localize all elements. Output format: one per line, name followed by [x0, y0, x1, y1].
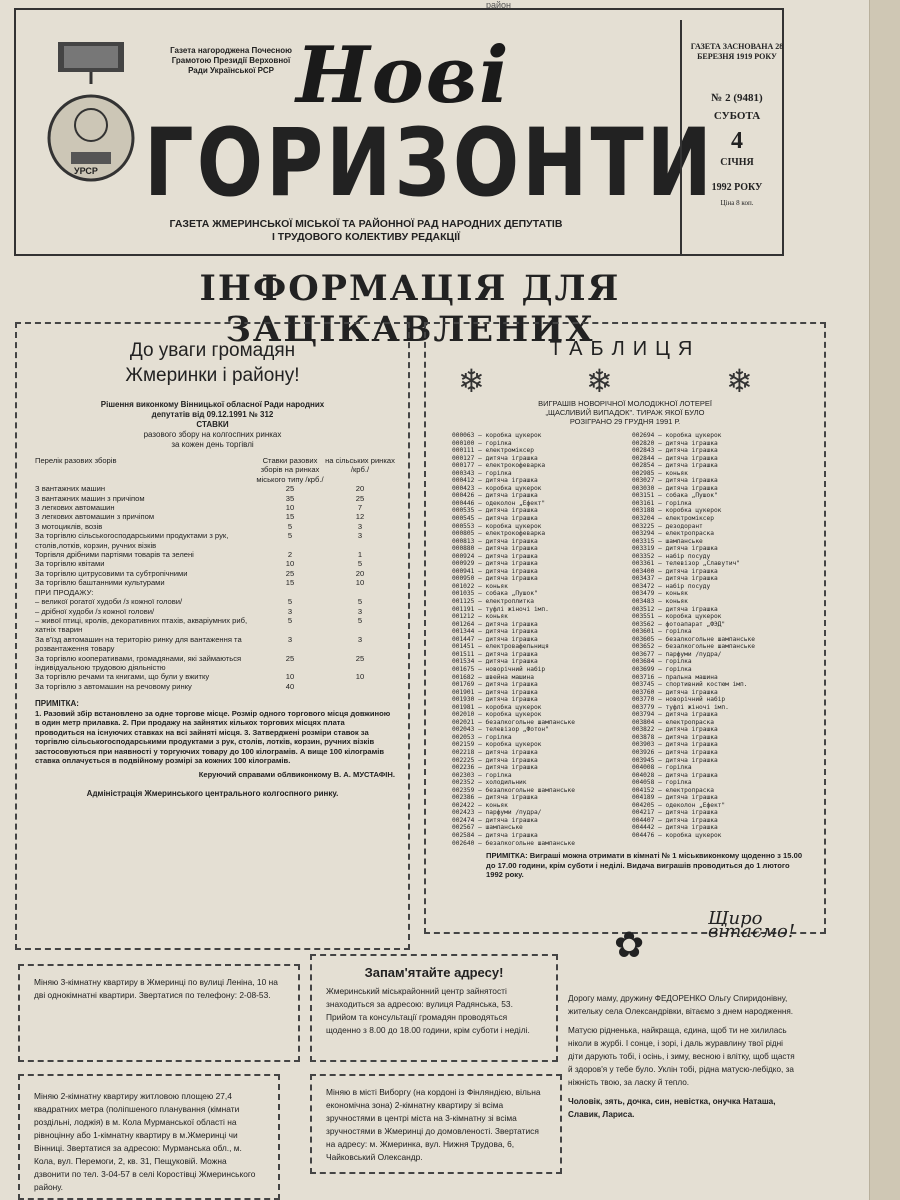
lottery-entry: 002225 – дитяча іграшка — [452, 756, 538, 764]
lottery-entry: 003352 – набір посуду — [632, 552, 711, 560]
lottery-entry: 003027 – дитяча іграшка — [632, 477, 718, 485]
lottery-entry: 003822 – дитяча іграшка — [632, 726, 718, 734]
subtitle-line-2: І ТРУДОВОГО КОЛЕКТИВУ РЕДАКЦІЇ — [271, 231, 461, 243]
rate-village: 25 — [355, 493, 365, 503]
founded-note: ГАЗЕТА ЗАСНОВАНА 28 БЕРЕЗНЯ 1919 РОКУ — [690, 42, 784, 61]
notice-title-line-1: До уваги громадян — [129, 340, 296, 361]
lottery-entry: 000941 – дитяча іграшка — [452, 567, 538, 575]
greeting-text-2: Матусю рідненька, найкраща, єдина, щоб ти не хилилась ніколи в журбі. І сонце, і зорі, і даль журавлину твої рідні діти дарують тобі, і осінь, і зиму, весною і влітку, щоб щастя й здоров'я у тебе було. Уклін тобі, рідна матусю-лебідко, за ніжність твою, за ласку й тепло. — [568, 1026, 795, 1087]
rate-village: 20 — [355, 568, 365, 578]
signed-by: Керуючий справами облвиконкому В. А. МУСТАФІН. — [198, 769, 395, 779]
lottery-entry: 000127 – дитяча іграшка — [452, 454, 538, 462]
lottery-entry: 003472 – набір посуду — [632, 582, 711, 590]
lottery-entry: 001682 – швейна машина — [452, 673, 534, 681]
issue-month: СІЧНЯ — [720, 157, 754, 168]
lottery-entry: 003400 – дитяча іграшка — [632, 567, 718, 575]
lottery-entry: 003204 – електроміксер — [632, 515, 714, 523]
lottery-entry: 003562 – фотоапарат „ФЭД" — [632, 620, 726, 628]
lottery-entry: 001930 – дитяча іграшка — [452, 696, 538, 704]
lottery-entry: 003605 – безалкогольне шампанське — [632, 635, 755, 643]
rate-city: 5 — [287, 521, 293, 531]
rate-village: 20 — [355, 484, 365, 494]
medal-icon — [46, 40, 136, 210]
rates-row — [35, 503, 395, 512]
lottery-entry: 000950 – дитяча іграшка — [452, 575, 538, 583]
rates-row — [35, 654, 395, 673]
rate-city: 15 — [285, 512, 295, 522]
lottery-entry: 004205 – одеколон „Ефект" — [632, 801, 726, 809]
lottery-entry: 002236 – дитяча іграшка — [452, 764, 538, 772]
lottery-header-line-1: ВИГРАШІВ НОВОРІЧНОЇ МОЛОДІЖНОЇ ЛОТЕРЕЇ — [538, 399, 712, 408]
ad-kola-exchange: Міняю 2-кімнатну квартиру житловою площею 27,4 квадратних метра (поліпшеного планування (кімнати роздільні, лоджія) в м. Кола Мурманської області на рівноцінну або 1-кімнатну квартиру в м.Жмеринці чи Вінниці. Звертатися за адресою: Мурманська обл., м. Кола, вул. Перемоги, 2, кв. 31, Пещуковій. Можна дзвонити по тел. 3-04-57 в селі Коростівці Жмеринського району. — [18, 1074, 280, 1200]
lottery-entry: 004476 – коробка цукерок — [632, 831, 722, 839]
lottery-entry: 002159 – коробка цукерок — [452, 741, 542, 749]
lottery-entry: 001901 – дитяча іграшка — [452, 688, 538, 696]
lottery-entry: 000111 – електроміксер — [452, 447, 534, 455]
rates-row — [35, 484, 395, 493]
lottery-entry: 003601 – горілка — [632, 628, 692, 636]
greeting-signature: Чоловік, зять, дочка, син, невістка, онучка Наташа, Славик, Лариса. — [568, 1097, 776, 1119]
rates-row — [35, 494, 395, 503]
rate-village: 5 — [357, 597, 363, 607]
lottery-entry: 000553 – коробка цукерок — [452, 522, 542, 530]
ad-employment-title: Запам'ятайте адресу! — [364, 965, 504, 980]
lottery-entry: 003151 – собака „Пушок" — [632, 492, 718, 500]
greeting-text-1: Дорогу маму, дружину ФЕДОРЕНКО Ольгу Спиридонівну, жительку села Олександрівки, вітаємо з днем народження. — [568, 994, 794, 1016]
lottery-entry: 004442 – дитяча іграшка — [632, 824, 718, 832]
medal-label: УРСР — [74, 166, 98, 176]
lottery-entry: 003945 – дитяча іграшка — [632, 756, 718, 764]
rate-city: 35 — [285, 493, 295, 503]
market-administration: Адміністрація Жмеринського центрального колгоспного ринку. — [86, 789, 339, 799]
lottery-entry: 000880 – дитяча іграшка — [452, 545, 538, 553]
lottery-entry: 003315 – шампанське — [632, 537, 703, 545]
rate-name: З легкових автомашин з причіпом — [35, 512, 155, 522]
rates-row — [35, 522, 395, 531]
rate-name: З легкових автомашин — [35, 503, 115, 513]
decision-header — [17, 400, 408, 430]
lottery-entry: 001212 – коньяк — [452, 613, 508, 621]
lottery-entry: 003188 – коробка цукерок — [632, 507, 722, 515]
rate-name: За торгівлю сільськогосподарськими продуктами з рук, столів,лотків, корзин, ручних візків — [35, 531, 229, 550]
lottery-entry: 003225 – дезодорант — [632, 522, 703, 530]
rates-row — [35, 682, 395, 691]
lottery-entry: 000446 – одеколон „Ефект" — [452, 499, 546, 507]
rates-row — [35, 550, 395, 559]
notice-title-line-2: Жмеринки і району! — [125, 365, 300, 386]
lottery-entry: 000813 – дитяча іграшка — [452, 537, 538, 545]
issue-weekday: СУБОТА — [713, 110, 761, 122]
logo-main: ГОРИЗОНТИ — [144, 110, 715, 218]
snowflake-icon: ❄ — [726, 363, 753, 399]
rate-name: За торгівлю баштанними культурами — [35, 578, 165, 588]
rate-city: 5 — [287, 615, 293, 625]
page-edge — [869, 0, 900, 1200]
rate-village: 3 — [357, 606, 363, 616]
lottery-column-1 — [452, 432, 632, 847]
lottery-entry: 002694 – коробка цукерок — [632, 432, 722, 439]
rates-header-village: на сільських ринках /крб./ — [325, 456, 395, 475]
greeting-title: Щиро вітаємо! — [708, 908, 796, 942]
lottery-entry: 000535 – дитяча іграшка — [452, 507, 538, 515]
lottery-note: ПРИМІТКА: Виграші можна отримати в кімнаті № 1 міськвиконкому щоденно з 15.00 до 17.00 години, крім суботи і неділі. Видача виграшів проводиться до 1 лютого 1992 року. — [486, 851, 803, 880]
lottery-header-line-3: РОЗІГРАНО 29 ГРУДНЯ 1991 Р. — [569, 417, 681, 426]
rate-name: – живої птиці, кролів, декоративних птахів, акваріумних риб, хатніх тварин — [35, 615, 248, 635]
lottery-entry: 003779 – туфлі жіночі імп. — [632, 703, 729, 711]
rate-village — [325, 682, 395, 691]
rates-table — [35, 456, 395, 691]
rate-village: 3 — [357, 634, 363, 644]
rates-header-name: Перелік разових зборів — [35, 456, 117, 465]
rate-city: 15 — [285, 578, 295, 588]
lottery-entry: 000929 – дитяча іграшка — [452, 560, 538, 568]
rate-village: 10 — [355, 578, 365, 588]
rates-row — [35, 531, 395, 550]
rate-name: – великої рогатої худоби /з кожної голови/ — [35, 597, 183, 607]
decision-line-3: СТАВКИ — [196, 420, 229, 429]
lottery-entry: 003770 – новорічний набір — [632, 696, 726, 704]
lottery-entry: 004152 – електропраска — [632, 786, 714, 794]
issue-info — [680, 20, 792, 256]
rates-row — [35, 607, 395, 616]
rates-title — [17, 430, 408, 450]
lottery-entry: 001675 – новорічний набір — [452, 665, 546, 673]
rates-title-line-2: за кожен день торгівлі — [171, 440, 254, 449]
lottery-entry: 003745 – спортивний костюм імп. — [632, 681, 748, 689]
rate-name: ПРИ ПРОДАЖУ: — [35, 587, 94, 597]
lottery-entry: 003794 – дитяча іграшка — [632, 711, 718, 719]
rate-city: 2 — [287, 550, 293, 560]
issue-year: 1992 РОКУ — [711, 182, 763, 193]
archive-stamp: район — [486, 0, 512, 10]
lottery-entry: 003483 – коньяк — [632, 598, 688, 606]
rate-name: За торгівлю кооперативами, громадянами, які займаються індивідуальною трудовою діяльністю — [35, 653, 242, 672]
rates-row — [35, 578, 395, 587]
masthead — [14, 8, 784, 256]
lottery-entry: 001511 – дитяча іграшка — [452, 650, 538, 658]
rate-name: За в'їзд автомашин на територію ринку для вантаження та розвантаження товару — [35, 634, 242, 654]
rates-row — [35, 597, 395, 606]
rate-name: З вантажних машин з причіпом — [35, 493, 145, 503]
lottery-entry: 003294 – електропраска — [632, 530, 714, 538]
rate-village: 10 — [355, 672, 365, 682]
rate-name: За торгівлю речами та книгами, що були у вжитку — [35, 672, 210, 682]
lottery-entry: 001264 – дитяча іграшка — [452, 620, 538, 628]
rate-city — [255, 588, 325, 597]
lottery-entry: 002567 – шампанське — [452, 824, 523, 832]
lottery-entry: 003512 – дитяча іграшка — [632, 605, 718, 613]
lottery-entry: 000426 – дитяча іграшка — [452, 492, 538, 500]
rate-name: Торгівля дрібними партіями товарів та зелені — [35, 550, 194, 560]
lottery-entry: 000177 – електрокофеварка — [452, 462, 546, 470]
snowflake-icon: ❄ — [458, 363, 485, 399]
lottery-entry: 002359 – безалкогольне шампанське — [452, 786, 575, 794]
rate-village: 5 — [357, 615, 363, 625]
rate-village: 3 — [357, 531, 363, 541]
market-rates-box — [15, 322, 410, 950]
lottery-entry: 004028 – дитяча іграшка — [632, 771, 718, 779]
lottery-entry: 002844 – дитяча іграшка — [632, 454, 718, 462]
rate-city: 10 — [285, 672, 295, 682]
ad-vyborg-exchange: Міняю в місті Виборгу (на кордоні із Фінляндією, вільна економічна зона) 2-кімнатну квартиру зі всіма зручностями в центрі міста на 3-кімнатну зі всіма зручностями в Жмеринці до домовленості. Звертатися на адресу: м. Жмеринка, вул. Нижня Трудова, 6, Чайковський Олександр. — [310, 1074, 562, 1174]
lottery-entry: 001981 – коробка цукерок — [452, 703, 542, 711]
lottery-entry: 003804 – електропраска — [632, 718, 714, 726]
lottery-entry: 002422 – коньяк — [452, 801, 508, 809]
masthead-subtitle — [76, 218, 656, 244]
page-headline: ІНФОРМАЦІЯ ДЛЯ ЗАЦІКАВЛЕНИХ — [199, 268, 621, 350]
lottery-columns — [452, 432, 824, 847]
ad-employment-center — [310, 954, 558, 1062]
lottery-entry: 004407 – дитяча іграшка — [632, 816, 718, 824]
ad-apartment-exchange: Міняю 3-кімнатну квартиру в Жмеринці по вулиці Леніна, 10 на дві однокімнатні квартири. Звертатися по телефону: 2-08-53. — [18, 964, 300, 1062]
lottery-entry: 003030 – дитяча іграшка — [632, 484, 718, 492]
lottery-entry: 001191 – туфлі жіночі імп. — [452, 605, 549, 613]
award-text: Газета нагороджена Почесною Грамотою Президії Верховної Ради Української РСР — [170, 46, 292, 75]
lottery-entry: 003361 – телевізор „Славутич" — [632, 560, 741, 568]
lottery-entry: 000805 – електрокофеварка — [452, 530, 546, 538]
lottery-table-box — [424, 322, 826, 934]
ad-employment-text: Жмеринський міськрайонний центр зайнятості знаходиться за адресою: вулиця Радянська, 53. Прийом та консультації громадян проводяться щоденно з 8.00 до 18.00 години, крім суботи і неділі. — [326, 986, 530, 1035]
rate-name: За торгівлю квітами — [35, 559, 105, 569]
lottery-entry: 000412 – дитяча іграшка — [452, 477, 538, 485]
birthday-greeting — [568, 908, 798, 1121]
lottery-header — [426, 399, 824, 426]
decision-line-2: депутатів від 09.12.1991 № 312 — [151, 410, 274, 419]
rate-city: 25 — [285, 653, 295, 663]
lottery-title: ТАБЛИЦЯ — [549, 338, 701, 360]
lottery-entry: 003878 – дитяча іграшка — [632, 733, 718, 741]
rate-village: 1 — [357, 550, 363, 560]
lottery-entry: 002843 – дитяча іграшка — [632, 447, 718, 455]
rates-table-body — [35, 484, 395, 691]
lottery-entry: 003926 – дитяча іграшка — [632, 748, 718, 756]
lottery-entry: 001125 – електроплитка — [452, 598, 534, 606]
rate-village: 3 — [357, 521, 363, 531]
lottery-entry: 001447 – дитяча іграшка — [452, 635, 538, 643]
rate-name: За торгівлю цитрусовими та субтропічними — [35, 568, 188, 578]
rate-name: З вантажних машин — [35, 484, 106, 494]
subtitle-line-1: ГАЗЕТА ЖМЕРИНСЬКОЇ МІСЬКОЇ ТА РАЙОННОЇ РАД НАРОДНИХ ДЕПУТАТІВ — [169, 218, 563, 230]
lottery-entry: 000063 – коробка цукерок — [452, 432, 542, 439]
rate-city: 25 — [285, 484, 295, 494]
lottery-entry: 004217 – дитяча іграшка — [632, 809, 718, 817]
rate-village — [325, 588, 395, 597]
lottery-entry: 003684 – горілка — [632, 658, 692, 666]
lottery-entry: 002854 – дитяча іграшка — [632, 462, 718, 470]
lottery-entry: 000924 – дитяча іграшка — [452, 552, 538, 560]
rate-city: 40 — [285, 681, 295, 691]
lottery-entry: 004008 – горілка — [632, 764, 692, 772]
lottery-entry: 000100 – горілка — [452, 439, 512, 447]
lottery-entry: 002021 – безалкогольне шампанське — [452, 718, 575, 726]
notes-text: 1. Разовий збір встановлено за одне торгове місце. Розмір одного торгового місця довжиною в один метр прилавка. 2. При продажу на зайнятих кількох торгових місцях плата проводиться на існуючих ставках на всі зайняті місця. 3. Затверджені розміри ставок за торгівлю сільськогосподарськими продуктами з рук, столів, лотків, корзин, ручних візків застосовуються при наявності у торгуючих товару до 100 кілограмів. А вище 100 кілограмів ставка оплачується в подвійному розмірі за кожних 100 кілограмів. — [35, 708, 391, 766]
lottery-entry: 001534 – дитяча іграшка — [452, 658, 538, 666]
rate-city: 3 — [287, 634, 293, 644]
flower-icon: ✿ — [614, 924, 645, 965]
lottery-entry: 003479 – коньяк — [632, 590, 688, 598]
lottery-entry: 002474 – дитяча іграшка — [452, 816, 538, 824]
rates-title-line-1: разового збору на колгоспних ринках — [143, 430, 282, 439]
rate-city: 10 — [285, 559, 295, 569]
lottery-entry: 002423 – парфуми /пудра/ — [452, 809, 542, 817]
lottery-entry: 002352 – холодильник — [452, 779, 527, 787]
lottery-entry: 002386 – дитяча іграшка — [452, 794, 538, 802]
issue-day: 4 — [731, 128, 743, 154]
rate-village: 7 — [357, 503, 363, 513]
lottery-entry: 001344 – дитяча іграшка — [452, 628, 538, 636]
rate-city: 5 — [287, 531, 293, 541]
lottery-entry: 003677 – парфуми /пудра/ — [632, 650, 722, 658]
lottery-entry: 002218 – дитяча іграшка — [452, 748, 538, 756]
lottery-entry: 000343 – горілка — [452, 469, 512, 477]
lottery-column-2 — [632, 432, 812, 847]
lottery-entry: 002053 – горілка — [452, 733, 512, 741]
lottery-entry: 002303 – горілка — [452, 771, 512, 779]
lottery-entry: 001451 – електровафельниця — [452, 643, 549, 651]
rate-village: 12 — [355, 512, 365, 522]
lottery-entry: 003716 – пральна машина — [632, 673, 718, 681]
rate-city: 10 — [285, 503, 295, 513]
rate-city: 3 — [287, 606, 293, 616]
lottery-entry: 003161 – горілка — [632, 499, 692, 507]
rates-notes — [35, 699, 395, 779]
notice-title — [17, 338, 408, 388]
lottery-header-line-2: „ЩАСЛИВИЙ ВИПАДОК". ТИРАЖ ЯКОЇ БУЛО — [545, 408, 705, 417]
rate-city: 5 — [287, 597, 293, 607]
lottery-entry: 004189 – дитяча іграшка — [632, 794, 718, 802]
snowflake-icon: ❄ — [586, 363, 613, 399]
lottery-entry: 003903 – дитяча іграшка — [632, 741, 718, 749]
lottery-entry: 002640 – безалкогольне шампанське — [452, 839, 575, 847]
lottery-entry: 001769 – дитяча іграшка — [452, 681, 538, 689]
lottery-entry: 003760 – дитяча іграшка — [632, 688, 718, 696]
lottery-entry: 002584 – дитяча іграшка — [452, 831, 538, 839]
rate-village: 25 — [355, 653, 365, 663]
notes-title: ПРИМІТКА: — [35, 699, 79, 709]
lottery-entry: 002043 – телевізор „Фотон" — [452, 726, 549, 734]
rate-name: – дрібної худоби /з кожної голови/ — [35, 606, 155, 616]
lottery-entry: 001035 – собака „Пушок" — [452, 590, 538, 598]
rates-row — [35, 512, 395, 521]
lottery-entry: 003699 – горілка — [632, 665, 692, 673]
lottery-entry: 001022 – коньяк — [452, 582, 508, 590]
rate-name: За торгівлю з автомашин на речовому ринку — [35, 681, 192, 691]
lottery-entry: 000423 – коробка цукерок — [452, 484, 542, 492]
rates-row — [35, 635, 395, 654]
rates-row — [35, 672, 395, 681]
decision-line-1: Рішення виконкому Вінницької обласної Ради народних — [100, 400, 325, 409]
rate-village: 5 — [357, 559, 363, 569]
rates-row — [35, 559, 395, 568]
rates-row — [35, 588, 395, 597]
rates-table-header — [35, 456, 395, 484]
lottery-entry: 004058 – горілка — [632, 779, 692, 787]
lottery-entry: 002010 – коробка цукерок — [452, 711, 542, 719]
lottery-entry: 003437 – дитяча іграшка — [632, 575, 718, 583]
rates-header-city: Ставки разових зборів на ринках міського типу /крб./ — [256, 456, 324, 484]
lottery-entry: 003551 – коробка цукерок — [632, 613, 722, 621]
issue-number: № 2 (9481) — [711, 92, 763, 104]
rates-row — [35, 616, 395, 635]
lottery-entry: 003652 – безалкогольне шампанське — [632, 643, 755, 651]
lottery-entry: 002820 – дитяча іграшка — [632, 439, 718, 447]
rate-city: 25 — [285, 568, 295, 578]
lottery-entry: 000545 – дитяча іграшка — [452, 515, 538, 523]
lottery-entry: 002985 – коньяк — [632, 469, 688, 477]
rates-row — [35, 569, 395, 578]
rate-name: З мотоциклів, возів — [35, 521, 103, 531]
lottery-entry: 003319 – дитяча іграшка — [632, 545, 718, 553]
logo-script: Нові — [296, 30, 511, 121]
issue-price: Ціна 8 коп. — [720, 199, 754, 207]
